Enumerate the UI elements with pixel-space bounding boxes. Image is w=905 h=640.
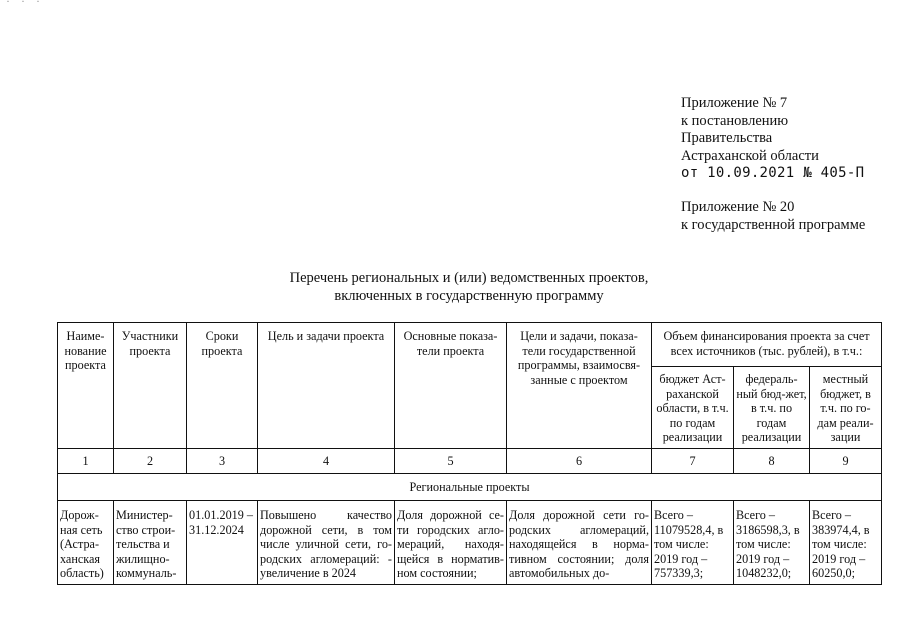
subheader-local-budget: местный бюджет, в т.ч. по го-дам реали-зации xyxy=(810,367,882,449)
header-indicators: Основные показа-тели проекта xyxy=(395,323,507,449)
appendix-block xyxy=(681,95,865,234)
cell-project-name: Дорож-ная сеть (Астра-ханская область) xyxy=(58,501,114,585)
header-project-name: Наиме-нование проекта xyxy=(58,323,114,449)
cell-regional-budget: Всего – 11079528,4, в том числе: 2019 год – 757339,3; xyxy=(652,501,734,585)
column-number: 8 xyxy=(734,449,810,474)
appendix-to-resolution: к постановлению xyxy=(681,112,789,129)
column-number: 9 xyxy=(810,449,882,474)
projects-table xyxy=(57,322,882,585)
section-row xyxy=(58,474,882,501)
column-number: 4 xyxy=(258,449,395,474)
appendix-number-7: Приложение № 7 xyxy=(681,95,788,111)
column-number: 5 xyxy=(395,449,507,474)
cell-program-goals: Доля дорожной сети го-родских агломераций, находящейся в норма-тивном состоянии; доля автомобильных до- xyxy=(507,501,652,585)
title-line-2: включенных в государственную программу xyxy=(334,287,604,304)
cell-indicators: Доля дорожной се-ти городских агло-мераций, находя-щейся в норматив-ном состоянии; xyxy=(395,501,507,585)
cell-federal-budget: Всего – 3186598,3, в том числе: 2019 год – 1048232,0; xyxy=(734,501,810,585)
header-goals: Цель и задачи проекта xyxy=(258,323,395,449)
cell-goals: Повышено качество дорожной сети, в том числе уличной сети, го-родских агломераций: - увеличение в 2024 xyxy=(258,501,395,585)
cell-local-budget: Всего – 383974,4, в том числе: 2019 год – 60250,0; xyxy=(810,501,882,585)
column-number: 7 xyxy=(652,449,734,474)
subheader-regional-budget: бюджет Аст-раханской области, в т.ч. по годам реализации xyxy=(652,367,734,449)
header-funding: Объем финансирования проекта за счет всех источников (тыс. рублей), в т.ч.: xyxy=(652,323,882,367)
document-title xyxy=(0,270,905,305)
column-number: 3 xyxy=(187,449,258,474)
subheader-federal-budget: федераль-ный бюд-жет, в т.ч. по годам реализации xyxy=(734,367,810,449)
column-number: 6 xyxy=(507,449,652,474)
table-row xyxy=(58,501,882,585)
section-regional-projects: Региональные проекты xyxy=(58,474,882,501)
cell-participants: Министер-ство строи-тельства и жилищно-коммуналь- xyxy=(114,501,187,585)
header-terms: Сроки проекта xyxy=(187,323,258,449)
header-row xyxy=(58,323,882,367)
appendix-date-number: от 10.09.2021 № 405-П xyxy=(681,165,865,182)
appendix-region: Астраханской области xyxy=(681,147,819,164)
title-line-1: Перечень региональных и (или) ведомственных проектов, xyxy=(289,270,649,286)
appendix-to-program: к государственной программе xyxy=(681,216,866,233)
appendix-government: Правительства xyxy=(681,130,773,147)
column-number: 2 xyxy=(114,449,187,474)
header-participants: Участники проекта xyxy=(114,323,187,449)
column-number: 1 xyxy=(58,449,114,474)
appendix-number-20: Приложение № 20 xyxy=(681,198,795,215)
header-program-goals: Цели и задачи, показа-тели государственной программы, взаимосвя-занные с проектом xyxy=(507,323,652,449)
column-numbers-row xyxy=(58,449,882,474)
corner-scan-mark: · · · xyxy=(6,0,44,8)
cell-terms: 01.01.2019 – 31.12.2024 xyxy=(187,501,258,585)
